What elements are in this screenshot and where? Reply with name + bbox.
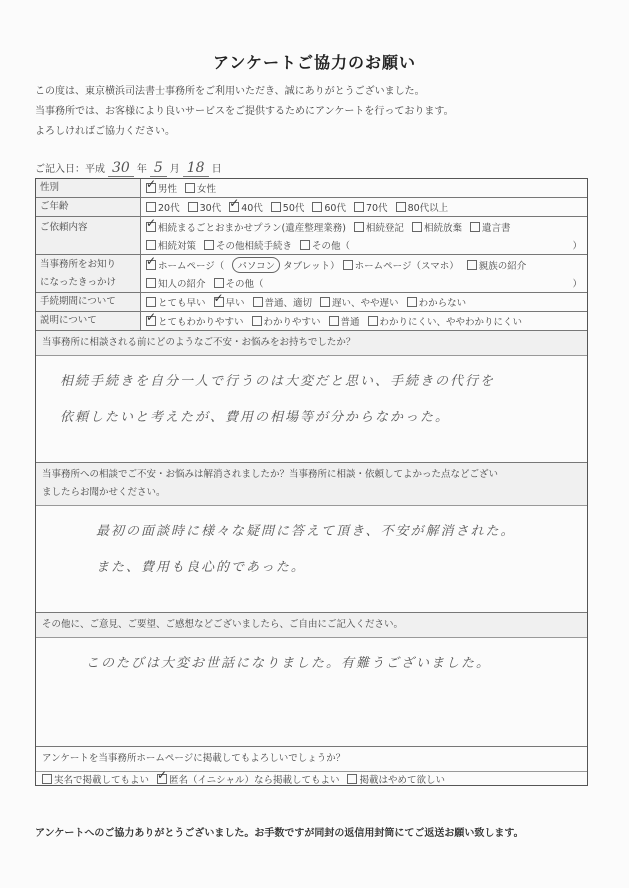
date-year[interactable]: 30 — [108, 160, 134, 177]
q3-section — [36, 613, 587, 747]
option-item[interactable] — [146, 258, 224, 272]
date-label: ご記入日：平成 — [35, 164, 105, 175]
option-label: 匿名（イニシャル）なら掲載してもよい — [169, 775, 340, 786]
speed-options — [146, 293, 582, 311]
option-label: 相続登記 — [365, 222, 404, 234]
option-label: その他相続手続き — [216, 240, 293, 252]
option-label: 男性 — [158, 184, 178, 195]
date-month[interactable]: 5 — [150, 160, 167, 177]
checked-checkbox-icon[interactable] — [229, 202, 239, 212]
year-unit: 年 — [136, 164, 147, 175]
option-label: 相続放棄 — [423, 222, 462, 234]
option-item[interactable] — [412, 220, 462, 234]
intro-line: 当事務所では、お客様により良いサービスをご提供するためにアンケートを行っております。 — [35, 106, 454, 117]
option-label: ホームページ（ — [158, 260, 225, 272]
source-label — [36, 255, 141, 292]
date-day[interactable]: 18 — [183, 160, 209, 177]
explain-options — [146, 312, 582, 330]
gender-label: 性別 — [36, 179, 141, 197]
option-label: 親族の紹介 — [478, 260, 527, 272]
option-item[interactable] — [188, 200, 222, 214]
checkbox-icon[interactable] — [320, 297, 330, 307]
request-row — [36, 217, 587, 255]
q2-question — [36, 463, 587, 506]
option-item[interactable] — [407, 295, 467, 309]
survey-form — [35, 178, 588, 786]
checkbox-icon[interactable] — [368, 316, 378, 326]
source-options-2 — [146, 274, 582, 292]
option-item[interactable] — [232, 257, 280, 273]
option-item[interactable] — [214, 276, 264, 290]
request-options-1 — [146, 218, 582, 236]
option-label: 普通 — [340, 317, 360, 328]
option-label: わかりやすい — [263, 317, 321, 328]
q3-question: その他に、ご意見、ご要望、ご感想などございましたら、ご自由にご記入ください。 — [36, 613, 587, 638]
explain-label: 説明について — [36, 312, 141, 330]
gender-row — [36, 179, 587, 198]
option-label: 80代以上 — [407, 203, 449, 214]
option-item[interactable] — [329, 314, 360, 328]
option-label: わからない — [418, 298, 467, 309]
request-options-2 — [146, 236, 582, 254]
q2-section — [36, 463, 587, 613]
option-item[interactable] — [252, 314, 321, 328]
age-row — [36, 198, 587, 217]
option-item[interactable] — [354, 200, 388, 214]
option-label: 女性 — [197, 184, 217, 195]
checkbox-icon[interactable] — [146, 202, 156, 212]
option-label: 知人の紹介 — [158, 278, 206, 290]
checkbox-icon[interactable] — [42, 774, 52, 784]
checkbox-icon[interactable] — [412, 222, 422, 232]
option-item[interactable] — [470, 220, 511, 234]
source-row — [36, 255, 587, 293]
option-item[interactable] — [214, 295, 245, 309]
option-item[interactable] — [396, 200, 449, 214]
request-label: ご依頼内容 — [36, 217, 141, 254]
option-label: 相続まるごとおまかせプラン(遺産整理業務) — [158, 222, 346, 234]
option-item[interactable] — [467, 258, 527, 272]
checkbox-icon[interactable] — [312, 202, 322, 212]
option-item[interactable] — [146, 238, 196, 252]
checkbox-icon[interactable] — [214, 278, 224, 288]
q1-answer-line: 相続手続きを自分一人で行うのは大変だと思い、手続きの代行を — [60, 374, 496, 389]
option-item[interactable] — [300, 238, 350, 252]
option-item[interactable] — [185, 181, 216, 195]
q2-answer-line: また、費用も良心的であった。 — [96, 560, 306, 575]
close-paren: ） — [572, 240, 582, 252]
checkbox-icon[interactable] — [188, 202, 198, 212]
option-label: タブレット） — [283, 260, 340, 272]
speed-label: 手続期間について — [36, 293, 141, 311]
checkbox-icon[interactable] — [347, 774, 357, 784]
option-item[interactable] — [204, 238, 292, 252]
option-label: その他（ — [312, 240, 351, 252]
gender-options — [146, 179, 582, 197]
option-item[interactable] — [320, 295, 399, 309]
q3-answer-area[interactable] — [36, 638, 587, 682]
source-label-2: になったきっかけ — [40, 276, 117, 288]
publish-section — [36, 747, 587, 785]
option-label: 遅い、やや遅い — [332, 298, 399, 309]
checkbox-icon[interactable] — [146, 297, 156, 307]
checkbox-icon[interactable] — [354, 202, 364, 212]
checkbox-icon[interactable] — [185, 183, 195, 193]
explain-row — [36, 312, 587, 331]
page-title: アンケートご協力のお願い — [212, 53, 417, 72]
checkbox-icon[interactable] — [146, 278, 156, 288]
option-item[interactable] — [368, 314, 523, 328]
option-item[interactable] — [146, 200, 180, 214]
option-label: 相続対策 — [158, 240, 197, 252]
checkbox-icon[interactable] — [271, 202, 281, 212]
option-item[interactable] — [146, 314, 244, 328]
source-options-1 — [146, 256, 582, 274]
age-options — [146, 198, 582, 216]
month-unit: 月 — [169, 164, 180, 175]
option-item[interactable] — [343, 258, 459, 272]
option-item[interactable] — [146, 276, 206, 290]
publish-options — [36, 772, 587, 786]
q1-question: 当事務所に相談される前にどのようなご不安・お悩みをお持ちでしたか？ — [36, 331, 587, 356]
option-label: 50代 — [282, 203, 305, 214]
option-label: 実名で掲載してもよい — [54, 775, 150, 786]
q2-question-line: ましたらお聞かせください。 — [42, 487, 166, 498]
checkbox-icon[interactable] — [396, 202, 406, 212]
close-paren: ） — [572, 278, 582, 290]
option-label: 20代 — [158, 203, 180, 214]
checkbox-icon[interactable] — [204, 240, 214, 250]
q1-answer-line: 依頼したいと考えたが、費用の相場等が分からなかった。 — [60, 410, 451, 425]
option-label: 40代 — [241, 203, 263, 214]
checkbox-icon[interactable] — [253, 297, 263, 307]
option-label: 60代 — [324, 203, 346, 214]
intro-line: この度は、東京横浜司法書士事務所をご利用いただき、誠にありがとうございました。 — [35, 86, 425, 97]
checked-checkbox-icon[interactable] — [146, 222, 156, 232]
option-item[interactable] — [312, 200, 346, 214]
option-label: わかりにくい、ややわかりにくい — [379, 317, 523, 328]
checkbox-icon[interactable] — [252, 316, 262, 326]
checkbox-icon[interactable] — [300, 240, 310, 250]
checked-checkbox-icon[interactable] — [146, 183, 156, 193]
option-label: 70代 — [365, 203, 388, 214]
checked-checkbox-icon[interactable] — [146, 316, 156, 326]
q1-section — [36, 331, 587, 463]
option-item[interactable] — [42, 772, 149, 786]
option-item[interactable] — [354, 220, 404, 234]
q2-question-line: 当事務所への相談でご不安・お悩みは解消されましたか？当事務所に相談・依頼してよかった点などござい — [42, 469, 499, 480]
checked-checkbox-icon[interactable] — [146, 260, 156, 270]
option-label: パソコン — [232, 257, 280, 273]
checkbox-icon[interactable] — [354, 222, 364, 232]
checkbox-icon[interactable] — [146, 240, 156, 250]
source-label-1: 当事務所をお知り — [40, 258, 117, 270]
age-label: ご年齢 — [36, 198, 141, 216]
option-label: とても早い — [158, 298, 206, 309]
q3-answer-line: このたびは大変お世話になりました。有難うございました。 — [86, 656, 492, 671]
option-item[interactable] — [146, 181, 177, 195]
option-item[interactable] — [253, 295, 313, 309]
option-item[interactable] — [283, 258, 340, 272]
option-item[interactable] — [146, 295, 206, 309]
checked-checkbox-icon[interactable] — [214, 297, 224, 307]
checkbox-icon[interactable] — [467, 260, 477, 270]
option-item[interactable] — [271, 200, 305, 214]
checkbox-icon[interactable] — [470, 222, 480, 232]
footer-note: アンケートへのご協力ありがとうございました。お手数ですが同封の返信用封筒にてご返送お願い致します。 — [35, 828, 524, 839]
publish-question: アンケートを当事務所ホームページに掲載してもよろしいでしょうか？ — [36, 747, 587, 772]
checkbox-icon[interactable] — [343, 260, 353, 270]
option-label: ホームページ（スマホ） — [354, 260, 459, 272]
option-label: 遺言書 — [481, 222, 511, 234]
option-label: その他（ — [225, 278, 264, 290]
option-item[interactable] — [229, 200, 263, 214]
intro-text — [35, 82, 454, 142]
checked-checkbox-icon[interactable] — [157, 774, 167, 784]
option-label: 30代 — [199, 203, 222, 214]
option-label: 普通、適切 — [264, 298, 313, 309]
q2-answer-line: 最初の面談時に様々な疑問に答えて頂き、不安が解消された。 — [96, 524, 516, 539]
option-item[interactable] — [157, 772, 339, 786]
q2-answer-area[interactable] — [36, 506, 587, 586]
checkbox-icon[interactable] — [329, 316, 339, 326]
q1-answer-area[interactable] — [36, 356, 587, 436]
intro-line: よろしければご協力ください。 — [35, 126, 175, 137]
checkbox-icon[interactable] — [407, 297, 417, 307]
date-line — [35, 160, 222, 176]
option-label: 早い — [225, 298, 245, 309]
option-label: とてもわかりやすい — [158, 317, 244, 328]
option-item[interactable] — [146, 220, 346, 234]
option-item[interactable] — [347, 772, 445, 786]
speed-row — [36, 293, 587, 312]
option-label: 掲載はやめて欲しい — [359, 775, 445, 786]
day-unit: 日 — [211, 164, 222, 175]
